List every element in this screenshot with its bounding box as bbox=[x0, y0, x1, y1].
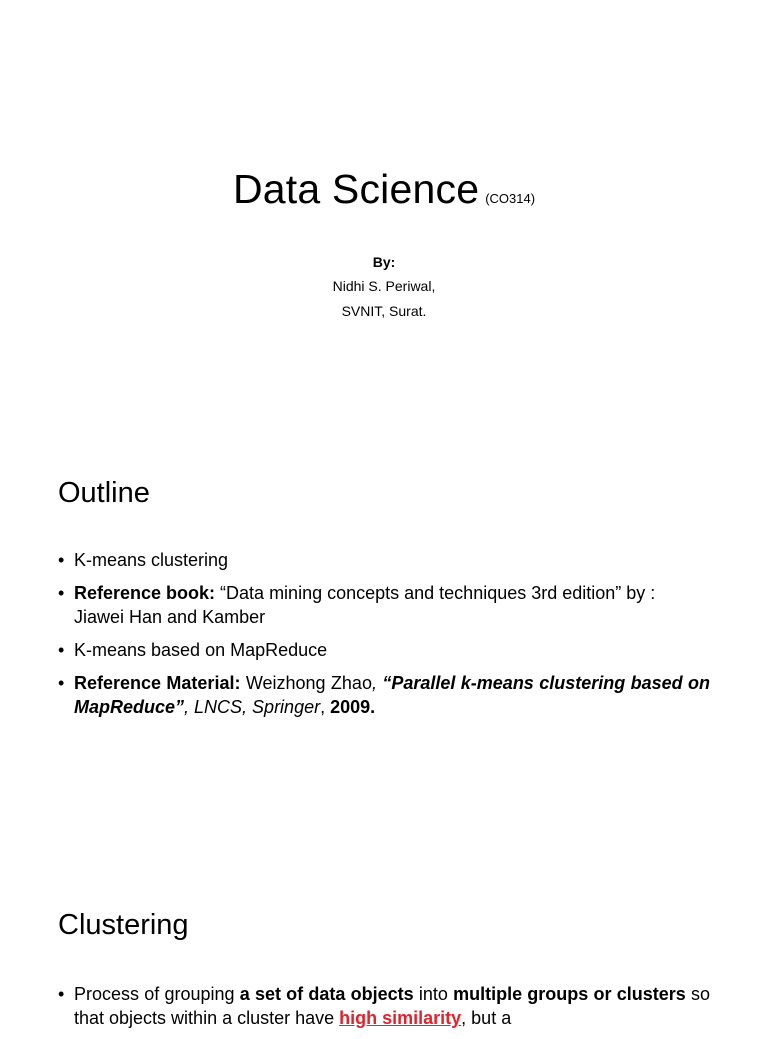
bullet-text: K-means clustering bbox=[74, 550, 229, 570]
clustering-heading: Clustering bbox=[58, 909, 189, 941]
author-name: Nidhi S. Periwal, bbox=[332, 278, 436, 294]
list-item bbox=[58, 581, 710, 629]
text-run: into bbox=[413, 984, 454, 1004]
text-run-bold: a set of data objects bbox=[239, 984, 414, 1004]
text-run: Process of grouping bbox=[74, 984, 240, 1004]
reference-title: “Parallel k-means clustering based on MapReduce” bbox=[74, 673, 710, 717]
reference-sep: , bbox=[371, 673, 383, 693]
clustering-slide bbox=[0, 864, 768, 1028]
reference-venue: , LNCS, Springer bbox=[184, 697, 321, 717]
reference-material-label: Reference Material: bbox=[74, 673, 241, 693]
bullet-icon: • bbox=[58, 984, 65, 1004]
text-run-bold: multiple groups or clusters bbox=[453, 984, 686, 1004]
list-item bbox=[58, 548, 710, 572]
course-code: (CO314) bbox=[485, 191, 536, 206]
author-institute: SVNIT, Surat. bbox=[341, 303, 427, 319]
text-run: , but a bbox=[461, 1008, 512, 1028]
bullet-icon: • bbox=[58, 640, 65, 660]
list-item bbox=[58, 638, 710, 662]
reference-author: Weizhong Zhao bbox=[240, 673, 372, 693]
outline-heading: Outline bbox=[58, 477, 150, 509]
highlight-text: high similarity bbox=[339, 1008, 462, 1028]
reference-book-text: “Data mining concepts and techniques 3rd edition” by : Jiawei Han and Kamber bbox=[74, 583, 656, 627]
slide-title bbox=[0, 166, 768, 213]
title-text: Data Science bbox=[232, 166, 480, 212]
text-run: so that objects within a cluster have bbox=[74, 984, 711, 1028]
reference-book-label: Reference book: bbox=[74, 583, 216, 603]
list-item bbox=[58, 671, 710, 719]
list-item bbox=[58, 982, 710, 1030]
by-label: By: bbox=[372, 254, 396, 270]
bullet-text: K-means based on MapReduce bbox=[74, 640, 328, 660]
bullet-icon: • bbox=[58, 583, 65, 603]
outline-list bbox=[58, 548, 710, 728]
bullet-icon: • bbox=[58, 673, 65, 693]
outline-slide bbox=[0, 432, 768, 864]
reference-year: 2009. bbox=[330, 697, 376, 717]
bullet-icon: • bbox=[58, 550, 65, 570]
title-slide bbox=[0, 0, 768, 432]
clustering-list bbox=[58, 982, 710, 1039]
reference-comma: , bbox=[320, 697, 331, 717]
